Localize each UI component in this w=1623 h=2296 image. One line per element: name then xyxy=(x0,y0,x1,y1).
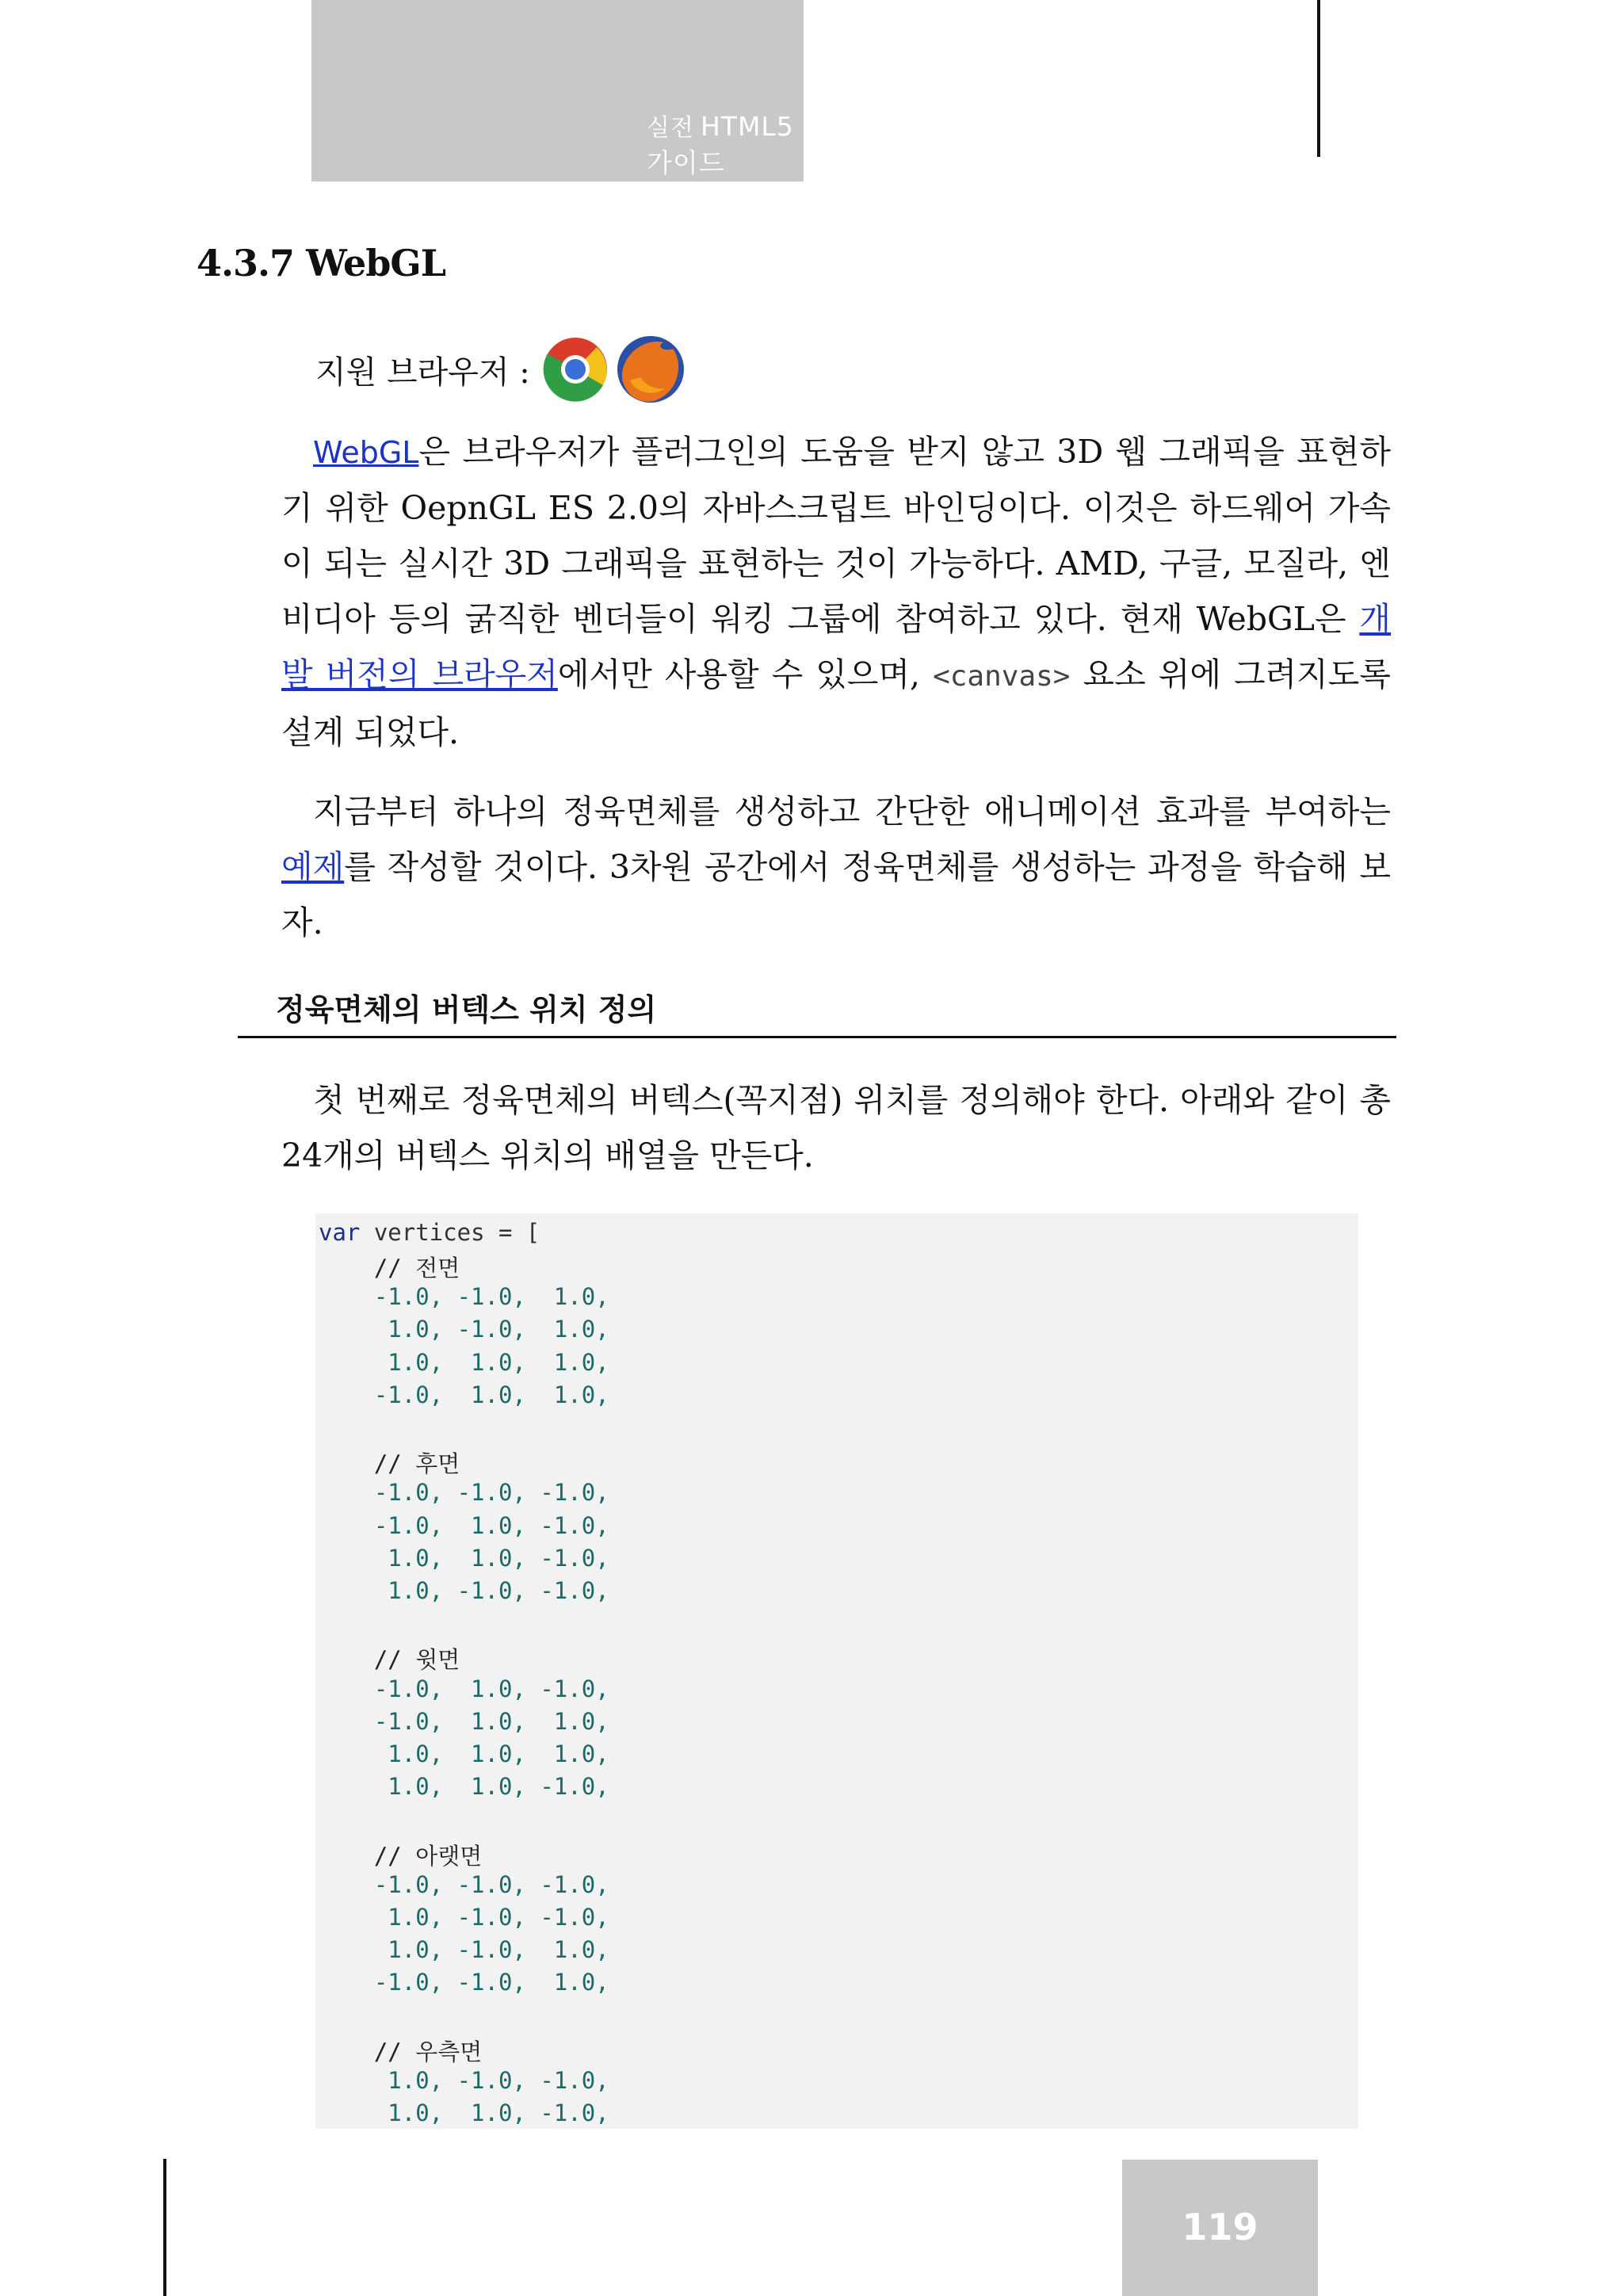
code-vertex-line: 1.0, -1.0, -1.0, xyxy=(319,2067,609,2094)
code-line-declaration xyxy=(319,1219,540,1246)
code-keyword: var xyxy=(319,1219,361,1246)
code-vertex-line: -1.0, -1.0, 1.0, xyxy=(319,1283,609,1311)
code-vertex-line: 1.0, -1.0, -1.0, xyxy=(319,1904,609,1931)
paragraph-vertex-array xyxy=(281,1072,1391,1183)
para3-text: 첫 번째로 정육면체의 버텍스(꼭지점) 위치를 정의해야 한다. 아래와 같이 총 24개의 버텍스 위치의 배열을 만든다. xyxy=(281,1081,1391,1175)
code-vertex-line: 1.0, -1.0, 1.0, xyxy=(319,1936,609,1964)
code-vertex-line: 1.0, 1.0, -1.0, xyxy=(319,2099,609,2127)
firefox-icon xyxy=(613,331,689,407)
code-vertex-line: 1.0, 1.0, -1.0, xyxy=(319,1544,609,1572)
bottom-left-rule xyxy=(163,2159,166,2296)
running-header xyxy=(311,0,804,181)
running-header-title xyxy=(647,108,804,180)
code-vertex-line: -1.0, 1.0, 1.0, xyxy=(319,1707,609,1735)
supported-browsers xyxy=(315,331,689,407)
webgl-link[interactable]: WebGL xyxy=(313,435,419,470)
code-vertex-line: -1.0, -1.0, -1.0, xyxy=(319,1870,609,1898)
para2-text-1: 지금부터 하나의 정육면체를 생성하고 간단한 애니메이션 효과를 부여하는 xyxy=(313,793,1391,831)
code-vertex-line: -1.0, 1.0, -1.0, xyxy=(319,1511,609,1539)
subheading-rule xyxy=(238,1036,1396,1038)
code-vertex-line: -1.0, 1.0, 1.0, xyxy=(319,1381,609,1408)
supported-browsers-label: 지원 브라우저 : xyxy=(315,353,530,391)
example-link[interactable]: 예제 xyxy=(281,848,345,886)
section-title: 4.3.7 WebGL xyxy=(197,242,446,285)
code-vertex-line: -1.0, -1.0, -1.0, xyxy=(319,1479,609,1507)
code-comment-line: // 후면 xyxy=(319,1450,460,1478)
canvas-code: <canvas> xyxy=(933,660,1071,693)
para2-text-2: 를 작성할 것이다. 3차원 공간에서 정육면체를 생성하는 과정을 학습해 보자. xyxy=(281,848,1391,942)
code-declaration-rest: vertices = [ xyxy=(360,1219,540,1246)
code-comment-line: // 윗면 xyxy=(319,1646,460,1674)
subheading-vertex-position: 정육면체의 버텍스 위치 정의 xyxy=(276,992,657,1027)
para1-text-2: 에서만 사용할 수 있으며, xyxy=(557,655,934,693)
dev-browser-link[interactable]: 개발 버전의 브라우저 xyxy=(281,600,1391,693)
code-comment-line: // 아랫면 xyxy=(319,1842,483,1870)
paragraph-cube-example xyxy=(281,784,1391,950)
page-number-box xyxy=(1122,2160,1318,2296)
header-title-main: HTML5 가이드 xyxy=(647,111,794,178)
paragraph-webgl-intro xyxy=(281,424,1391,760)
code-vertex-line: -1.0, -1.0, 1.0, xyxy=(319,1969,609,1996)
code-comment-line: // 우측면 xyxy=(319,2038,483,2065)
code-vertex-line: -1.0, 1.0, -1.0, xyxy=(319,1675,609,1702)
page-number: 119 xyxy=(1182,2206,1258,2248)
code-vertex-line: 1.0, -1.0, 1.0, xyxy=(319,1316,609,1343)
para1-text-3: 요소 위에 그려지도록 설계 되었다. xyxy=(281,655,1391,751)
chrome-icon xyxy=(541,335,609,403)
top-right-rule xyxy=(1317,0,1320,157)
header-title-prefix: 실전 xyxy=(647,114,694,142)
code-vertex-line: 1.0, 1.0, -1.0, xyxy=(319,1773,609,1801)
code-vertex-line: 1.0, -1.0, -1.0, xyxy=(319,1577,609,1604)
para1-text-1: 은 브라우저가 플러그인의 도움을 받지 않고 3D 웹 그래픽을 표현하기 위한 OepnGL ES 2.0의 자바스크립트 바인딩이다. 이것은 하드웨어 가속이 되는 실시간 3D 그래픽을 표현하는 것이 가능하다. AMD, 구글, 모질라, 엔비디아 등의 굵직한 벤더들이 워킹 그룹에 참여하고 있다. 현재 WebGL은 xyxy=(281,433,1391,638)
code-comment-line: // 전면 xyxy=(319,1255,460,1282)
code-vertex-line: 1.0, 1.0, 1.0, xyxy=(319,1348,609,1376)
code-vertex-line: 1.0, 1.0, 1.0, xyxy=(319,1740,609,1767)
browser-icons xyxy=(541,331,689,407)
